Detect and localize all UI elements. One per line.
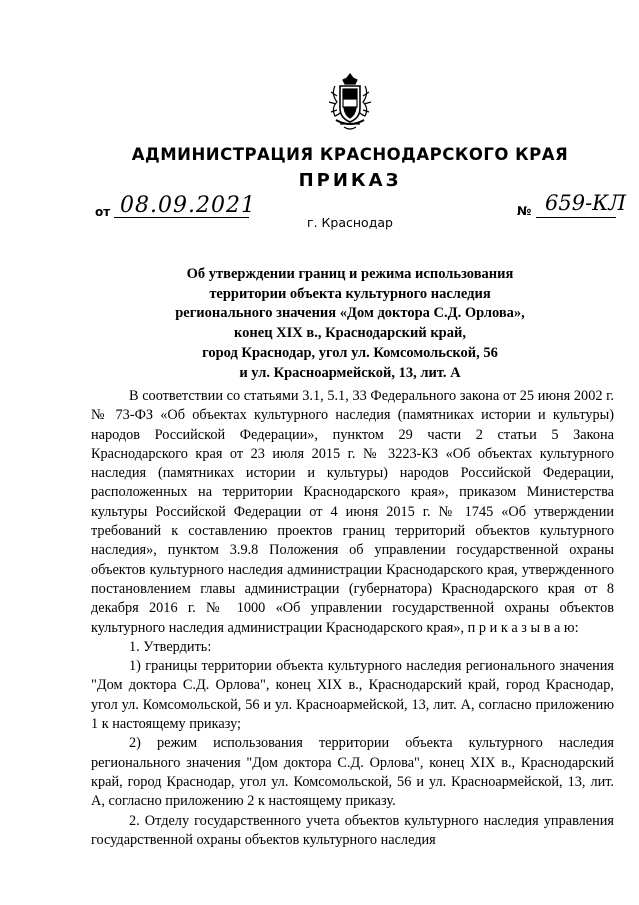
title-line: регионального значения «Дом доктора С.Д. Орлова»,	[175, 305, 525, 322]
number-underline	[536, 217, 616, 218]
document-body	[91, 387, 614, 850]
title-line: город Краснодар, угол ул. Комсомольской, 56	[202, 344, 498, 361]
number-label: №	[517, 204, 532, 218]
city: г. Краснодар	[307, 215, 393, 230]
document-title	[0, 265, 639, 383]
item-1-1: 1) границы территории объекта культурного наследия регионального значения "Дом доктора С.Д. Орлова", конец XIX в., Краснодарский край, город Краснодар, угол ул. Комсомольской, 56 и ул. Красноармейской, 13, лит. А, согласно приложению 1 к настоящему приказу;	[91, 658, 614, 733]
title-line: и ул. Красноармейской, 13, лит. А	[239, 364, 461, 381]
order-number: 659-КЛ	[545, 191, 626, 215]
organization-name: АДМИНИСТРАЦИЯ КРАСНОДАРСКОГО КРАЯ	[131, 145, 569, 164]
title-line: территории объекта культурного наследия	[209, 285, 491, 302]
coat-of-arms-icon	[326, 72, 374, 132]
preamble-paragraph: В соответствии со статьями 3.1, 5.1, 33 Федерального закона от 25 июня 2002 г. № 73-ФЗ «Об объектах культурного наследия (памятниках истории и культуры) народов Российской Федерации», пунктом 29 части 2 статьи 5 Закона Краснодарского края от 23 июля 2015 г. № 3223-КЗ «Об объектах культурного наследия (памятниках истории и культуры) народов Российской Федерации, расположенных на территории Краснодарского края», приказом Министерства культуры Российской Федерации от 4 июня 2015 г. № 1745 «Об утверждении требований к составлению проектов границ территорий объектов культурного наследия», пунктом 3.9.8 Положения об управлении государственной охраны объектов культурного наследия администрации Краснодарского края, утвержденного постановлением главы администрации (губернатора) Краснодарского края от 8 декабря 2016 г. № 1000 «Об управлении государственной охраны объектов культурного наследия администрации Краснодарского края», п р и к а з ы в а ю:	[91, 388, 614, 636]
date-label: от	[95, 205, 111, 219]
date-value: 08.09.2021	[120, 193, 256, 218]
document-type: ПРИКАЗ	[298, 170, 402, 191]
item-1-2: 2) режим использования территории объекта культурного наследия регионального значения "Дом доктора С.Д. Орлова", конец XIX в., Краснодарский край, город Краснодар, угол ул. Комсомольской, 56 и ул. Красноармейской, 13, лит. А, согласно приложению 2 к настоящему приказу.	[91, 735, 614, 810]
title-line: Об утверждении границ и режима использования	[186, 266, 514, 282]
item-2: 2. Отделу государственного учета объектов культурного наследия управления государственной охраны объектов культурного наследия	[91, 812, 614, 848]
item-1: 1. Утвердить:	[129, 638, 212, 655]
title-line: конец XIX в., Краснодарский край,	[234, 325, 466, 342]
